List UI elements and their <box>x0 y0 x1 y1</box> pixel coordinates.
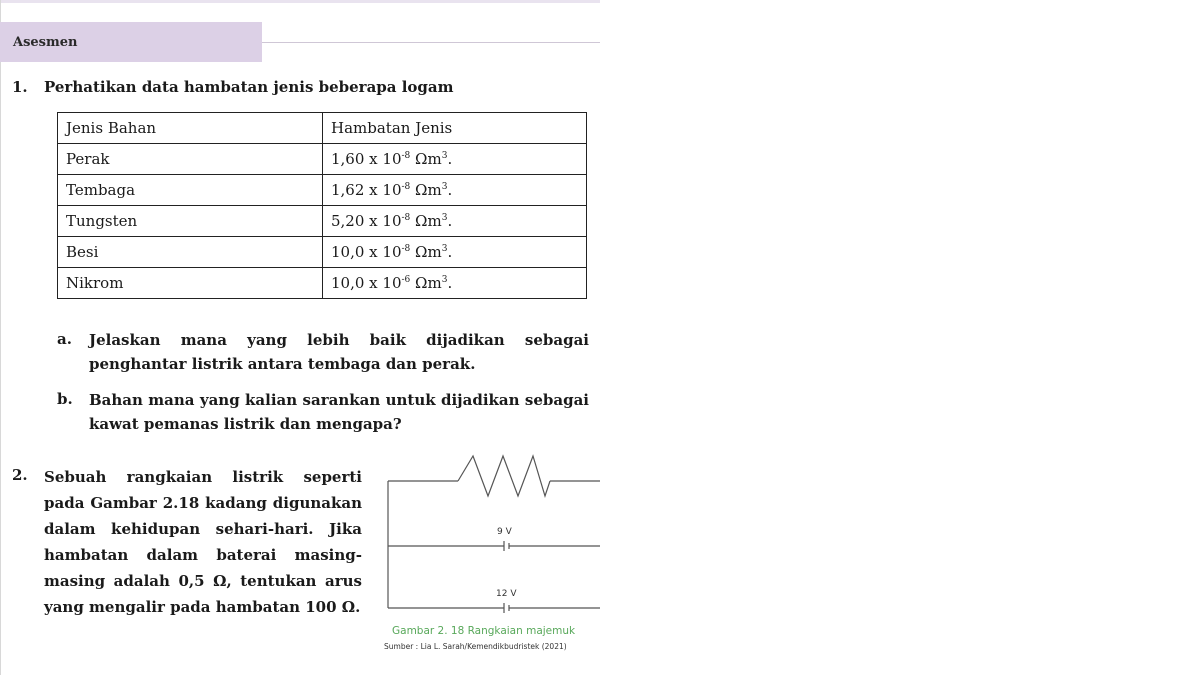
subquestion-b-line-2: kawat pemanas listrik dan mengapa? <box>89 415 402 433</box>
battery-9v-label: 9 V <box>497 527 512 537</box>
question-2-number: 2. <box>12 466 28 484</box>
subquestion-a-line-2: penghantar listrik antara tembaga dan perak. <box>89 355 476 373</box>
question-2-text <box>44 464 362 620</box>
cell-material: Tungsten <box>58 206 323 237</box>
cell-material: Nikrom <box>58 268 323 299</box>
cell-resistivity: 5,20 x $10^{-8}$ $\Omega m^3$. <box>323 206 587 237</box>
resistor-icon <box>458 456 550 496</box>
cell-resistivity: 1,62 x $10^{-8}$ $\Omega m^3$. <box>323 175 587 206</box>
page-edge <box>0 0 1 675</box>
question-2-line: pada Gambar 2.18 kadang digunakan <box>44 494 362 512</box>
subquestion-a-line-1: Jelaskan mana yang lebih baik dijadikan sebagai <box>89 331 589 349</box>
table-row <box>58 175 587 206</box>
table-row <box>58 237 587 268</box>
figure-caption: Gambar 2. 18 Rangkaian majemuk <box>392 625 576 637</box>
question-2-line: dalam kehidupan sehari-hari. Jika <box>44 520 362 538</box>
section-title: Asesmen <box>13 35 78 50</box>
subquestion-b-line-1: Bahan mana yang kalian sarankan untuk dijadikan sebagai <box>89 391 589 409</box>
cell-material: Perak <box>58 144 323 175</box>
table-header-resistivity: Hambatan Jenis <box>323 113 587 144</box>
question-1-text: Perhatikan data hambatan jenis beberapa logam <box>44 78 454 96</box>
question-2-line: yang mengalir pada hambatan 100 Ω. <box>44 598 361 616</box>
subquestion-b-label: b. <box>57 390 73 408</box>
cell-resistivity: 10,0 x $10^{-8}$ $\Omega m^3$. <box>323 237 587 268</box>
cell-material: Besi <box>58 237 323 268</box>
subquestion-a-label: a. <box>57 330 72 348</box>
table-header-row <box>58 113 587 144</box>
question-1-number: 1. <box>12 78 28 96</box>
table-row <box>58 144 587 175</box>
battery-12v-label: 12 V <box>496 589 517 599</box>
table-row <box>58 206 587 237</box>
cell-resistivity: 1,60 x $10^{-8}$ $\Omega m^3$. <box>323 144 587 175</box>
top-rule <box>0 0 600 3</box>
figure-source: Sumber : Lia L. Sarah/Kemendikbudristek (2021) <box>384 642 567 651</box>
question-2-line: hambatan dalam baterai masing- <box>44 546 362 564</box>
section-divider <box>262 42 600 43</box>
circuit-diagram <box>380 450 600 620</box>
cell-resistivity: 10,0 x $10^{-6}$ $\Omega m^3$. <box>323 268 587 299</box>
question-2-line: masing adalah 0,5 Ω, tentukan arus <box>44 572 362 590</box>
table-header-material: Jenis Bahan <box>58 113 323 144</box>
table-row <box>58 268 587 299</box>
question-2-line: Sebuah rangkaian listrik seperti <box>44 468 362 486</box>
resistivity-table <box>57 112 587 299</box>
cell-material: Tembaga <box>58 175 323 206</box>
